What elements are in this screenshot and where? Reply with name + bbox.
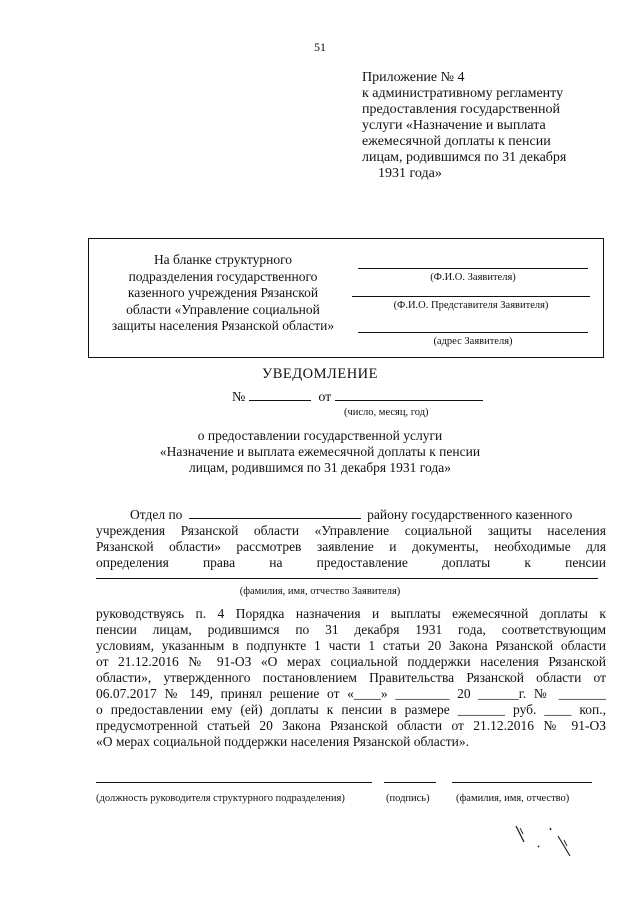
body-line: от 21.12.2016 № 91-ОЗ «О мерах социальной поддержки населения Рязанской — [96, 654, 606, 669]
body-line: о предоставлении ему (ей) доплаты к пенсии в размере _______ руб. ____ коп., — [96, 702, 606, 717]
notice-number-blank — [249, 388, 311, 401]
position-caption: (должность руководителя структурного подразделения) — [96, 793, 345, 804]
representative-name-line — [352, 296, 590, 297]
body-line: руководствуясь п. 4 Порядка назначения и выплаты ежемесячной доплаты к — [96, 606, 606, 621]
letterhead-placeholder — [92, 252, 354, 335]
notice-number-row — [232, 388, 483, 406]
body-line: учреждения Рязанской области «Управление социальной защиты населения — [96, 523, 606, 538]
body-line: области», утвержденного постановлением Правительства Рязанской области от — [96, 670, 606, 685]
district-blank — [189, 506, 361, 519]
name-caption: (фамилия, имя, отчество) — [456, 793, 570, 804]
body-line: пенсии лицам, родившимся по 31 декабря 1931 года, соответствующим — [96, 622, 606, 637]
body-line: определения права на предоставление доплаты к пенсии — [96, 555, 606, 570]
date-caption: (число, месяц, год) — [344, 407, 429, 418]
appendix-line: 1931 года» — [378, 166, 442, 181]
blank-line: подразделения государственного — [128, 268, 318, 284]
position-signature-line — [96, 782, 372, 783]
appendix-header — [362, 70, 612, 182]
body-line: «О мерах социальной поддержки населения Рязанской области». — [96, 734, 469, 749]
appendix-line: предоставления государственной — [362, 102, 561, 117]
department-suffix: району государственного казенного — [367, 507, 573, 522]
appendix-line: услуги «Назначение и выплата — [362, 118, 546, 133]
appendix-line: к административному регламенту — [362, 86, 564, 101]
body-paragraph-2 — [96, 606, 606, 750]
subject-line: о предоставлении государственной услуги — [197, 428, 443, 443]
applicant-name-line — [358, 268, 588, 269]
body-first-line — [96, 506, 606, 523]
name-signature-line — [452, 782, 592, 783]
department-prefix: Отдел по — [130, 507, 183, 522]
applicant-address-line — [358, 332, 588, 333]
appendix-line: ежемесячной доплаты к пенсии — [362, 134, 551, 149]
representative-name-caption: (Ф.И.О. Представителя Заявителя) — [393, 300, 549, 311]
body-line: 06.07.2017 № 149, принял решение от «____» ________ 20 ______г. № _______ — [96, 686, 606, 701]
appendix-line: Приложение № 4 — [362, 70, 465, 85]
blank-line: На бланке структурного — [153, 252, 293, 267]
applicant-address-caption: (адрес Заявителя) — [433, 336, 513, 347]
body-line: условиям, указанным в подпункте 1 части 1 статьи 20 Закона Рязанской области — [96, 638, 606, 653]
body-line: предусмотренной статьей 20 Закона Рязанской области от 21.12.2016 № 91-ОЗ — [96, 718, 606, 733]
notice-title: УВЕДОМЛЕНИЕ — [261, 366, 379, 382]
sign-line — [384, 782, 436, 783]
blank-line: казенного учреждения Рязанской — [127, 285, 319, 300]
notice-subject — [0, 428, 640, 476]
subject-line: лицам, родившимся по 31 декабря 1931 года» — [189, 460, 451, 475]
applicant-fio-caption: (фамилия, имя, отчество Заявителя) — [239, 586, 401, 597]
number-sign: № — [232, 390, 246, 405]
subject-line: «Назначение и выплата ежемесячной доплаты к пенсии — [159, 444, 481, 459]
applicant-name-caption: (Ф.И.О. Заявителя) — [430, 272, 516, 283]
applicant-fio-line — [96, 578, 598, 579]
blank-line: области «Управление социальной — [126, 301, 320, 317]
blank-line: защиты населения Рязанской области» — [111, 318, 335, 333]
appendix-line: лицам, родившимся по 31 декабря — [362, 150, 567, 165]
page-number: 51 — [314, 40, 326, 54]
from-word: от — [318, 390, 332, 405]
body-line: Рязанской области» рассмотрев заявление и документы, необходимые для — [96, 539, 606, 554]
handwritten-marks — [508, 820, 578, 870]
body-paragraph-1 — [96, 506, 606, 571]
notice-date-blank — [335, 388, 483, 401]
sign-caption: (подпись) — [386, 793, 430, 804]
